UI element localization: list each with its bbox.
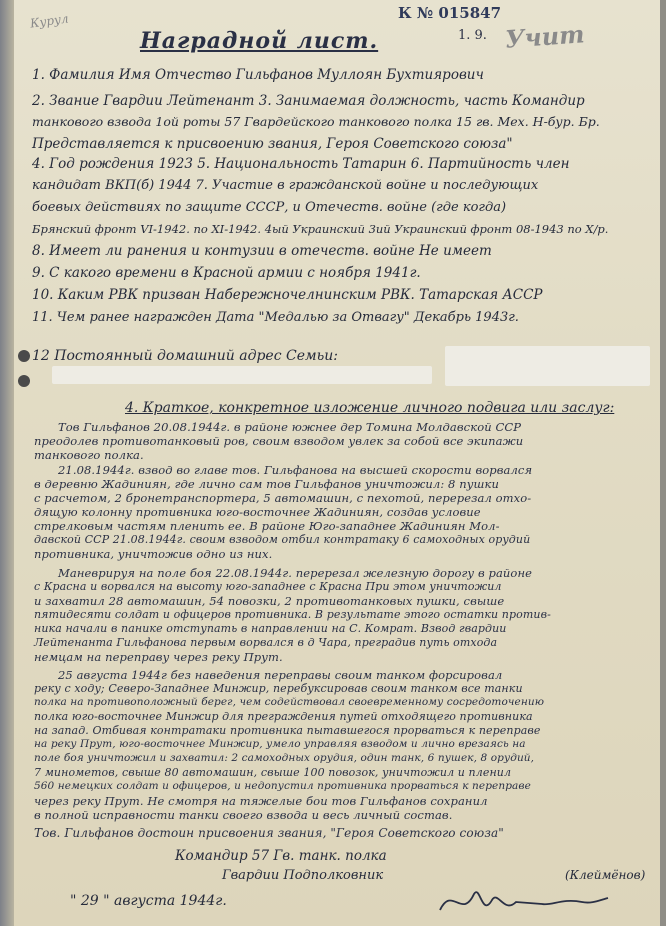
address-label: 12 Постоянный домашний адрес Семьи: [32, 348, 338, 364]
field-party: кандидат ВКП(б) 1944 7. Участие в гражданской войне и последующих [32, 178, 539, 193]
narrative-line: на реку Прут, юго-восточнее Минжир, умело управляя взводом и лично врезаясь на [34, 738, 526, 750]
narrative-line: полка юго-восточнее Минжир для преграждения путей отходящего противника [34, 710, 533, 723]
narrative-line: на запад. Отбивая контратаки противника пытавшегося прорваться к переправе [34, 724, 541, 737]
narrative-line: Тов Гильфанов 20.08.1944г. в районе южнее дер Томина Молдавской ССР [58, 420, 522, 434]
page-right-edge [660, 0, 666, 926]
narrative-line: противника, уничтожив одно из них. [34, 547, 273, 561]
commander-signature [432, 880, 612, 924]
narrative-line: Маневрируя на поле боя 22.08.1944г. перерезал железную дорогу в районе [58, 566, 533, 580]
punch-hole [18, 375, 30, 387]
field-nomination: Представляется к присвоению звания, Героя Советского союза" [32, 136, 513, 152]
narrative-line: 25 августа 1944г без наведения переправы своим танком форсировал [58, 668, 503, 682]
section-title: 4. Краткое, конкретное изложение личного подвига или заслуг: [125, 400, 615, 416]
redacted-address [445, 346, 650, 386]
field-combat: боевых действиях по защите СССР, и Отечеств. войне (где когда) [32, 200, 507, 215]
narrative-line: Тов. Гильфанов достоин присвоения звания, "Героя Советского союза" [34, 826, 504, 840]
narrative-line: через реку Прут. Не смотря на тяжелые бои тов Гильфанов сохранил [34, 794, 488, 808]
narrative-line: 7 минометов, свыше 80 автомашин, свыше 100 повозок, уничтожил и пленил [34, 766, 512, 779]
sheet-number: 1. 9. [458, 28, 487, 43]
field-birth-year: 4. Год рождения 1923 5. Национальность Татарин 6. Партийность член [32, 156, 570, 172]
narrative-line: реку с ходу; Северо-Западнее Минжир, перебуксировав своим танком все танки [34, 682, 523, 695]
field-awards: 11. Чем ранее награжден Дата "Медалью за Отвагу" Декабрь 1943г. [32, 310, 519, 325]
document-date: " 29 " августа 1944г. [70, 893, 227, 909]
signature-rank: Гвардии Подполковник [222, 868, 384, 883]
narrative-line: дящую колонну противника юго-восточнее Жадиниян, создав условие [34, 505, 481, 519]
field-name: 1. Фамилия Имя Отчество Гильфанов Муллоян Бухтиярович [32, 67, 484, 83]
narrative-line: в полной исправности танки своего взвода и весь личный состав. [34, 808, 453, 822]
narrative-line: в деревню Жадиниян, где лично сам тов Гильфанов уничтожил: 8 пушки [34, 477, 499, 491]
redacted-address [52, 366, 432, 384]
corner-pencil-note: Курул [29, 11, 70, 31]
narrative-line: давской ССР 21.08.1944г. своим взводом отбил контратаку 6 самоходных орудий [34, 533, 531, 546]
narrative-line: 21.08.1944г. взвод во главе тов. Гильфанова на высшей скорости ворвался [58, 463, 533, 477]
field-wounds: 8. Имеет ли ранения и контузии в отечеств. войне Не имеет [32, 243, 492, 259]
narrative-line: 560 немецких солдат и офицеров, и недопустил противника прорваться к переправе [34, 780, 531, 792]
narrative-line: Лейтенанта Гильфанова первым ворвался в д Чара, преградив путь отхода [34, 636, 498, 649]
narrative-line: преодолев противотанковый ров, своим взводом увлек за собой все экипажи [34, 434, 524, 448]
narrative-line: ника начали в панике отступать в направлении на С. Комрат. Взвод гвардии [34, 622, 507, 635]
archive-number: К № 015847 [398, 4, 502, 22]
field-rank: 2. Звание Гвардии Лейтенант 3. Занимаемая должность, часть Командир [32, 93, 585, 109]
field-recruitment: 10. Каким РВК призван Набережночелнинским РВК. Татарская АССР [32, 287, 543, 303]
sheet-title: Наградной лист. [140, 28, 379, 54]
narrative-line: поле боя уничтожил и захватил: 2 самоходных орудия, один танк, 6 пушек, 8 орудий, [34, 752, 535, 764]
field-position: танкового взвода 1ой роты 57 Гвардейского танкового полка 15 гв. Мех. Н-бур. Бр. [32, 114, 600, 129]
narrative-line: немцам на переправу через реку Прут. [34, 650, 283, 664]
page-left-edge [0, 0, 14, 926]
signature-commander: Командир 57 Гв. танк. полка [175, 848, 387, 864]
narrative-line: с расчетом, 2 бронетранспортера, 5 автомашин, с пехотой, перерезал отхо- [34, 491, 532, 505]
field-fronts: Брянский фронт VI-1942. по XI-1942. 4ый Украинский 3ий Украинский фронт 08-1943 по Х/р. [32, 222, 609, 236]
field-service-start: 9. С какого времени в Красной армии с ноября 1941г. [32, 265, 421, 281]
pencil-mark: Учит [504, 19, 586, 54]
punch-hole [18, 350, 30, 362]
narrative-line: танкового полка. [34, 448, 144, 462]
narrative-line: полка на противоположный берег, чем содействовал своевременному сосредоточению [34, 696, 545, 708]
narrative-line: пятидесяти солдат и офицеров противника. В результате этого остатки против- [34, 608, 551, 621]
narrative-line: с Красна и ворвался на высоту юго-западнее с Красна При этом уничтожил [34, 580, 502, 593]
signature-surname: (Клеймёнов) [565, 868, 646, 882]
narrative-line: и захватил 28 автомашин, 54 повозки, 2 противотанковых пушки, свыше [34, 594, 505, 608]
narrative-line: стрелковым частям пленить ее. В районе Юго-западнее Жадиниян Мол- [34, 519, 500, 533]
